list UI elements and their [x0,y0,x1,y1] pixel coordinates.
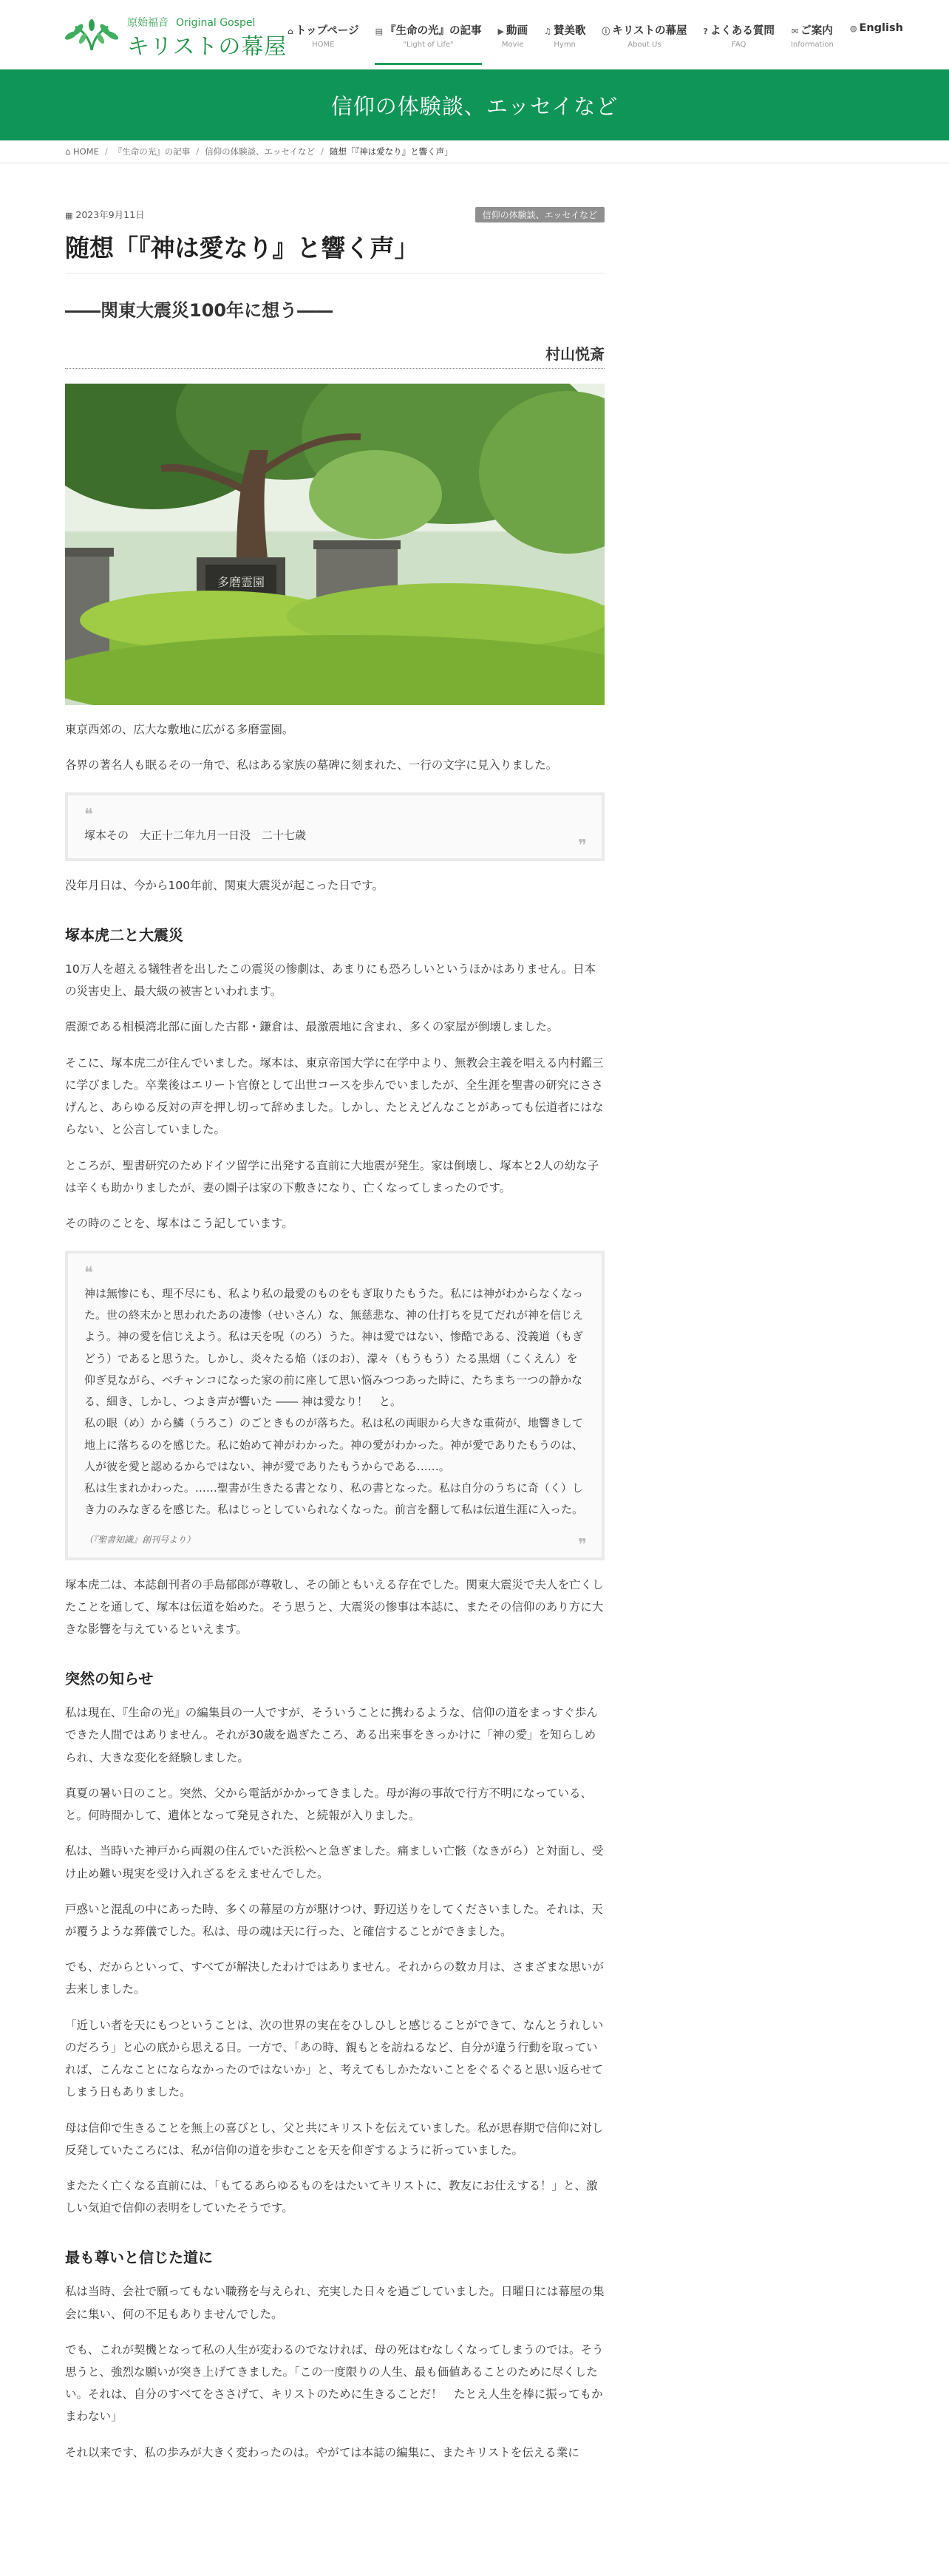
globe-icon: ◍ [849,24,857,33]
article [65,207,605,2464]
nav-sublabel: HOME [312,41,335,49]
logo-tagline: 原始福音 Original Gospel [127,17,256,29]
paragraph: それ以来です、私の歩みが大きく変わったのは。やがては本誌の編集に、またキリストを伝える業に [65,2445,579,2459]
nav-label: ♫ 賛美歌 [543,25,586,37]
close-quote-icon: ❞ [578,1535,587,1554]
music-icon: ♫ [543,27,551,36]
close-quote-icon: ❞ [578,836,587,855]
paragraph: そこに、塚本虎二が住んでいました。塚本は、東京帝国大学に在学中より、無教会主義を唱える内村鑑三に学びました。卒業後はエリート官僚として出世コースを歩んでいましたが、全生涯を聖書の研究にささげんと、あらゆる反対の声を押し切って辞めました。しかし、たとえどんなことがあっても伝道者にはならない、と公言していました。 [65,1056,604,1137]
calendar-icon: ▦ [65,211,73,220]
paragraph: 戸惑いと混乱の中にあった時、多くの幕屋の方が駆けつけ、野辺送りをしてくださいました。それは、天が覆うような葬儀でした。私は、母の魂は天に行った、と確信することができました。 [65,1902,603,1938]
question-icon: ? [703,27,708,36]
article-subtitle: ――関東大震災100年に想う―― [65,299,333,321]
paragraph: 真夏の暑い日のこと。突然、父から電話がかかってきました。母が海の事故で行方不明になっている、と。何時間かして、遺体となって発見された、と続報が入りました。 [65,1786,593,1823]
section-heading-path: 最も尊いと信じた道に [65,2249,213,2267]
nav-label: ▤ 『生命の光』の記事 [375,25,482,37]
site-header [0,0,949,69]
nav-sublabel: FAQ [732,41,746,49]
nav-item-7[interactable] [842,22,911,58]
category-banner [0,69,949,140]
section-heading-tsukamoto: 塚本虎二と大震災 [65,926,183,945]
nav-label: ⌂ トップページ [288,25,359,37]
paragraph: でも、これが契機となって私の人生が変わるのでなければ、母の死はむなしくなってしまうのでは。そう思うと、強烈な願いが突き上げてきました。「この一度限りの人生、最も価値あることのために尽くしたい。それは、自分のすべてをささげて、キリストのために生きることだ！ たとえ人生を棒に振ってもかまわない」 [65,2342,604,2424]
nav-label: ⓘ キリストの幕屋 [602,25,687,37]
paragraph: 母は信仰で生きることを無上の喜びとし、父と共にキリストを伝えていました。私が思春期で信仰に対し反発していたころには、私が信仰の道を歩むことを天を仰ぎするように祈っていました。 [65,2121,604,2157]
breadcrumb-articles[interactable]: 『生命の光』の記事 [113,146,191,157]
breadcrumb: ⌂ HOME / 『生命の光』の記事 / 信仰の体験談、エッセイなど / 随想「『神は愛なり』と響く声」 [0,140,949,163]
book-icon: ▤ [375,27,383,36]
nav-sublabel: Movie [501,41,524,49]
article-author: 村山悦斎 [65,342,605,369]
paragraph: 没年月日は、今から100年前、関東大震災が起こった日です。 [65,878,384,892]
logo-title: キリストの幕屋 [127,34,288,60]
paragraph: 私は当時、会社で願ってもない職務を与えられ、充実した日々を過ごしていました。日曜日には幕屋の集会に集い、何の不足もありませんでした。 [65,2285,605,2321]
paragraph: 私は、当時いた神戸から両親の住んでいた浜松へと急ぎました。痛ましい亡骸（なきがら）と対面し、受け止め難い現実を受け入れざるをえませんでした。 [65,1844,604,1880]
nav-sublabel: "Light of Life" [403,41,454,49]
category-badge[interactable]: 信仰の体験談、エッセイなど [475,207,605,222]
paragraph: 塚本虎二は、本誌創刊者の手島郁郎が尊敬し、その師ともいえる存在でした。関東大震災で夫人を亡くしたことを通して、塚本は伝道を始めた。そう思うと、大震災の惨事は本誌に、またその信仰のあり方に大きな影響を与えているといえます。 [65,1577,604,1637]
breadcrumb-category[interactable]: 信仰の体験談、エッセイなど [205,146,316,157]
epitaph-text: 塚本その 大正十二年九月一日没 二十七歳 [84,828,307,842]
site-logo[interactable] [64,15,288,60]
post-date: ▦ 2023年9月11日 [65,209,145,220]
nav-item-3[interactable] [536,22,593,58]
nav-label: ▶ 動画 [497,25,528,37]
svg-text:多磨霊園: 多磨霊園 [217,574,265,589]
paragraph: 10万人を超える犠牲者を出したこの震災の惨劇は、あまりにも恐ろしいというほかはありません。日本の災害史上、最大級の被害といわれます。 [65,962,596,999]
paragraph: またたく亡くなる直前には、「もてるあらゆるものをはたいてキリストに、教友にお仕えする！」と、激しい気迫で信仰の表明をしていたそうです。 [65,2178,598,2215]
nav-label: ? よくある質問 [703,25,775,37]
breadcrumb-home[interactable]: HOME [72,146,99,157]
breadcrumb-current: 随想「『神は愛なり』と響く声」 [329,146,453,157]
main-nav [279,22,911,58]
paragraphs-after-epitaph [65,874,605,897]
nav-label: ◍ English [849,22,903,34]
tsukamoto-quote-text [84,1283,585,1521]
paragraphs-after-quote [65,1574,605,1641]
tsukamoto-paragraphs [65,958,605,1234]
paragraph: 各界の著名人も眠るその一角で、私はある家族の墓碑に刻まれた、一行の文字に見入りました。 [65,758,558,772]
nav-item-1[interactable] [367,22,490,58]
open-quote-icon: ❝ [84,805,93,824]
open-quote-icon: ❝ [84,1264,93,1283]
paragraph: 「近しい者を天にもつということは、次の世界の実在をひしひしと感じることができて、なんとうれしいのだろう」と心の底から思える日。一方で、「あの時、親もとを訪ねるなど、自分が違う行動を取っていれば、こんなことにならなかったのではないか」と、考えてもしかたないことをぐるぐると思い返らせてしまう日もありました。 [65,2018,604,2099]
nav-label: ✉ ご案内 [792,25,833,37]
paragraph: でも、だからといって、すべてが解決したわけではありません。それからの数カ月は、さまざまな思いが去来しました。 [65,1960,604,1996]
guide-icon: ✉ [792,27,799,36]
nav-item-5[interactable] [695,22,783,58]
paragraph: その時のことを、塚本はこう記しています。 [65,1217,293,1231]
nav-item-2[interactable] [489,22,535,58]
section-heading-news: 突然の知らせ [65,1670,154,1688]
epitaph-quote [65,792,605,861]
leaves-logo-icon [64,19,120,52]
breadcrumb-home-icon: ⌂ [65,146,73,157]
video-icon: ▶ [497,27,504,36]
article-title: 随想「『神は愛なり』と響く声」 [65,232,605,273]
path-paragraphs [65,2280,605,2464]
quote-line: 私は生まれかわった。……聖書が生きたる書となり、私の書となった。私は自分のうちに奇（く）しき力のみなぎるを感じた。私はじっとしていられなくなった。前言を翻して私は伝道生涯に入った。 [84,1481,584,1517]
nav-sublabel: Hymn [554,41,576,49]
cemetery-photo [65,384,605,705]
nav-sublabel: About Us [627,41,661,49]
paragraph: 私は現在、『生命の光』の編集員の一人ですが、そういうことに携わるような、信仰の道をまっすぐ歩んできた人間ではありません。それが30歳を過ぎたころ、ある出来事をきっかけに「神の愛」を知らしめられ、大きな変化を経験しました。 [65,1706,598,1764]
quote-source: （『聖書知識』創刊号より） [84,1534,196,1545]
paragraph: 震源である相模湾北部に面した古都・鎌倉は、最激震地に含まれ、多くの家屋が倒壊しました。 [65,1020,559,1034]
paragraph: 東京西郊の、広大な敷地に広がる多磨霊園。 [65,722,294,736]
info-icon: ⓘ [602,27,610,36]
paragraph: ところが、聖書研究のためドイツ留学に出発する直前に大地震が発生。家は倒壊し、塚本と2人の幼な子は辛くも助かりましたが、妻の園子は家の下敷きになり、亡くなってしまったのです。 [65,1158,599,1194]
tsukamoto-quote [65,1251,605,1560]
quote-line: 神は無惨にも、理不尽にも、私より私の最愛のものをもぎ取りたもうた。私には神がわからなくなった。世の終末かと思われたあの凄惨（せいさん）な、無慈悲な、神の仕打ちを見てだれが神を信じえよう。神の愛を信じえよう。私は天を呪（のろ）うた。神は愛ではない、惨酷である、没義道（もぎどう）であると思うた。しかし、炎々たる焔（ほのお）、濛々（もうもう）たる黒烟（こくえん）を仰ぎ見ながら、ベチャンコになった家の前に座して思い悩みつつあった時に、たちまち一つの静かなる、細き、しかし、つよき声が響いた ―― 神は愛なり！ と。 [84,1286,584,1409]
quote-line: 私の眼（め）から鱗（うろこ）のごときものが落ちた。私は私の両眼から大きな重荷が、地響きして地上に落ちるのを感じた。私に始めて神がわかった。神の愛がわかった。神が愛でありたもうのは、人が彼を愛と認めるからではない、神が愛でありたもうからである……。 [84,1416,584,1473]
nav-item-6[interactable] [783,22,842,58]
home-icon: ⌂ [288,27,293,36]
news-paragraphs [65,1702,605,2219]
article-meta [65,207,605,222]
nav-item-0[interactable] [279,22,367,58]
nav-item-4[interactable] [593,22,695,58]
banner-title: 信仰の体験談、エッセイなど [330,93,619,119]
intro-paragraphs [65,718,605,776]
cemetery-gate-image [65,384,605,705]
nav-sublabel: Information [790,41,834,49]
